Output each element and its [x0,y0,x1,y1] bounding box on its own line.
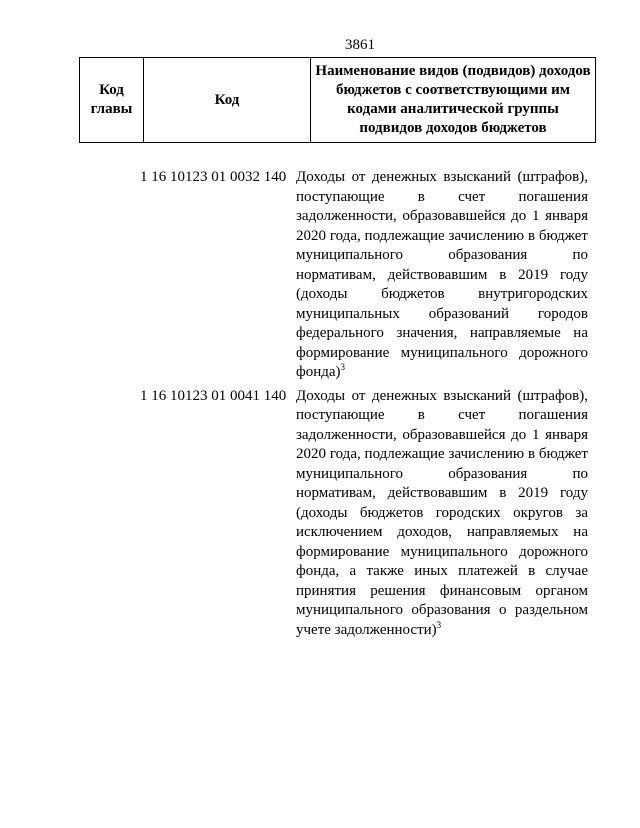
row-code: 1 16 10123 01 0032 140 [140,169,287,185]
footnote-marker: 3 [436,619,442,630]
row-description-text: Доходы от денежных взысканий (штрафов), поступающие в счет погашения задолженности, образовавшейся до 1 января 2020 года, подлежащие зачислению в бюджет муниципального образования по нормативам, действовавшим в 2019 году (доходы бюджетов городских округов за исключением доходов, направляемых на формирование муниципального дорожного фонда, а также иных платежей в случае принятия решения финансовым органом муниципального образования о раздельном учете задолженности) [296,387,588,638]
header-cell-code: Код [144,58,311,143]
row-description [296,168,588,383]
footnote-marker: 3 [340,362,346,372]
row-description [296,387,588,641]
header-cell-code-glavy: Код главы [80,58,144,143]
table-body [0,168,640,640]
page-number: 3861 [345,37,375,53]
table-header [79,57,596,143]
header-cell-name: Наименование видов (подвидов) доходов бюджетов с соответствующими им кодами аналитической группы подвидов доходов бюджетов [311,58,596,143]
table-row [0,168,640,383]
row-description-text: Доходы от денежных взысканий (штрафов), поступающие в счет погашения задолженности, образовавшейся до 1 января 2020 года, подлежащие зачислению в бюджет муниципального образования по нормативам, действовавшим в 2019 году (доходы бюджетов внутригородских муниципальных образований городов федерального значения, направляемые на формирование муниципального дорожного фонда) [296,169,588,380]
table-header-row [80,58,596,143]
table-row [0,387,640,641]
row-code: 1 16 10123 01 0041 140 [140,387,287,404]
